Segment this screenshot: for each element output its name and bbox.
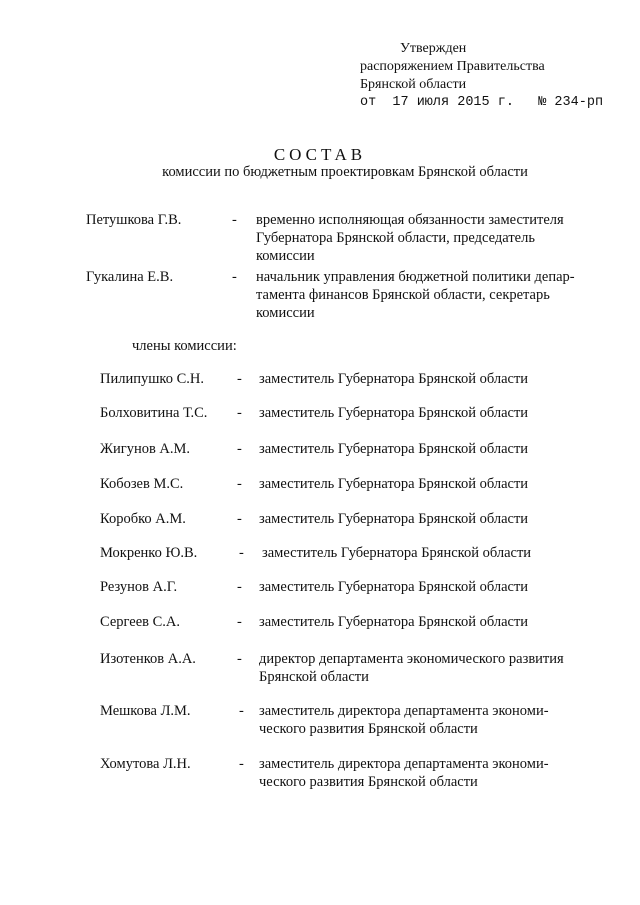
member-name: Изотенков А.А.	[100, 651, 196, 667]
dash: -	[237, 476, 242, 492]
role-line: заместитель Губернатора Брянской области	[259, 579, 529, 595]
role-line: заместитель Губернатора Брянской области	[259, 441, 529, 457]
dash: -	[237, 405, 242, 421]
dash: -	[232, 212, 237, 228]
member-name: Петушкова Г.В.	[86, 212, 182, 228]
role-line: заместитель Губернатора Брянской области	[259, 614, 529, 630]
role-line: временно исполняющая обязанности заместителя	[256, 212, 564, 228]
dash: -	[239, 703, 244, 719]
member-role	[259, 475, 619, 493]
member-role	[256, 211, 616, 265]
approval-stamp	[360, 40, 603, 112]
member-role	[259, 370, 619, 388]
role-line: заместитель Губернатора Брянской области	[259, 511, 529, 527]
document-subtitle: комиссии по бюджетным проектировкам Брянской области	[162, 164, 528, 180]
member-role	[259, 613, 619, 631]
dash: -	[237, 614, 242, 630]
dash: -	[237, 511, 242, 527]
member-name: Кобозев М.С.	[100, 476, 184, 492]
role-line: тамента финансов Брянской области, секретарь	[256, 287, 550, 303]
member-role	[259, 650, 619, 686]
role-line: ческого развития Брянской области	[259, 774, 478, 790]
role-line: комиссии	[256, 248, 315, 264]
member-role	[259, 578, 619, 596]
dash: -	[232, 269, 237, 285]
members-label: члены комиссии:	[132, 338, 237, 354]
role-line: комиссии	[256, 305, 315, 321]
member-name: Мокренко Ю.В.	[100, 545, 198, 561]
role-line: заместитель Губернатора Брянской области	[259, 405, 529, 421]
dash: -	[239, 545, 244, 561]
role-line: Губернатора Брянской области, председатель	[256, 230, 535, 246]
role-line: начальник управления бюджетной политики депар-	[256, 269, 575, 285]
member-name: Пилипушко С.Н.	[100, 371, 204, 387]
role-line: Брянской области	[259, 669, 369, 685]
approval-line-2: Брянской области	[360, 77, 467, 92]
dash: -	[237, 579, 242, 595]
role-line: заместитель Губернатора Брянской области	[262, 545, 532, 561]
approval-line-1: распоряжением Правительства	[360, 59, 545, 74]
approval-dateline: от 17 июля 2015 г. № 234-рп	[360, 95, 604, 110]
role-line: заместитель директора департамента экономи-	[259, 703, 549, 719]
role-line: ческого развития Брянской области	[259, 721, 478, 737]
member-name: Болховитина Т.С.	[100, 405, 208, 421]
member-role	[262, 544, 622, 562]
member-name: Гукалина Е.В.	[86, 269, 174, 285]
role-line: директор департамента экономического развития	[259, 651, 564, 667]
member-role	[259, 440, 619, 458]
member-role	[256, 268, 616, 322]
dash: -	[237, 651, 242, 667]
member-name: Резунов А.Г.	[100, 579, 178, 595]
member-role	[259, 510, 619, 528]
role-line: заместитель Губернатора Брянской области	[259, 476, 529, 492]
member-name: Мешкова Л.М.	[100, 703, 191, 719]
role-line: заместитель Губернатора Брянской области	[259, 371, 529, 387]
member-name: Жигунов А.М.	[100, 441, 191, 457]
member-name: Хомутова Л.Н.	[100, 756, 191, 772]
dash: -	[237, 371, 242, 387]
approved-label: Утвержден	[400, 41, 467, 56]
member-name: Коробко А.М.	[100, 511, 186, 527]
dash: -	[237, 441, 242, 457]
member-role	[259, 755, 619, 791]
dash: -	[239, 756, 244, 772]
member-role	[259, 404, 619, 422]
role-line: заместитель директора департамента экономи-	[259, 756, 549, 772]
member-role	[259, 702, 619, 738]
document-title: СОСТАВ	[273, 145, 367, 164]
member-name: Сергеев С.А.	[100, 614, 181, 630]
